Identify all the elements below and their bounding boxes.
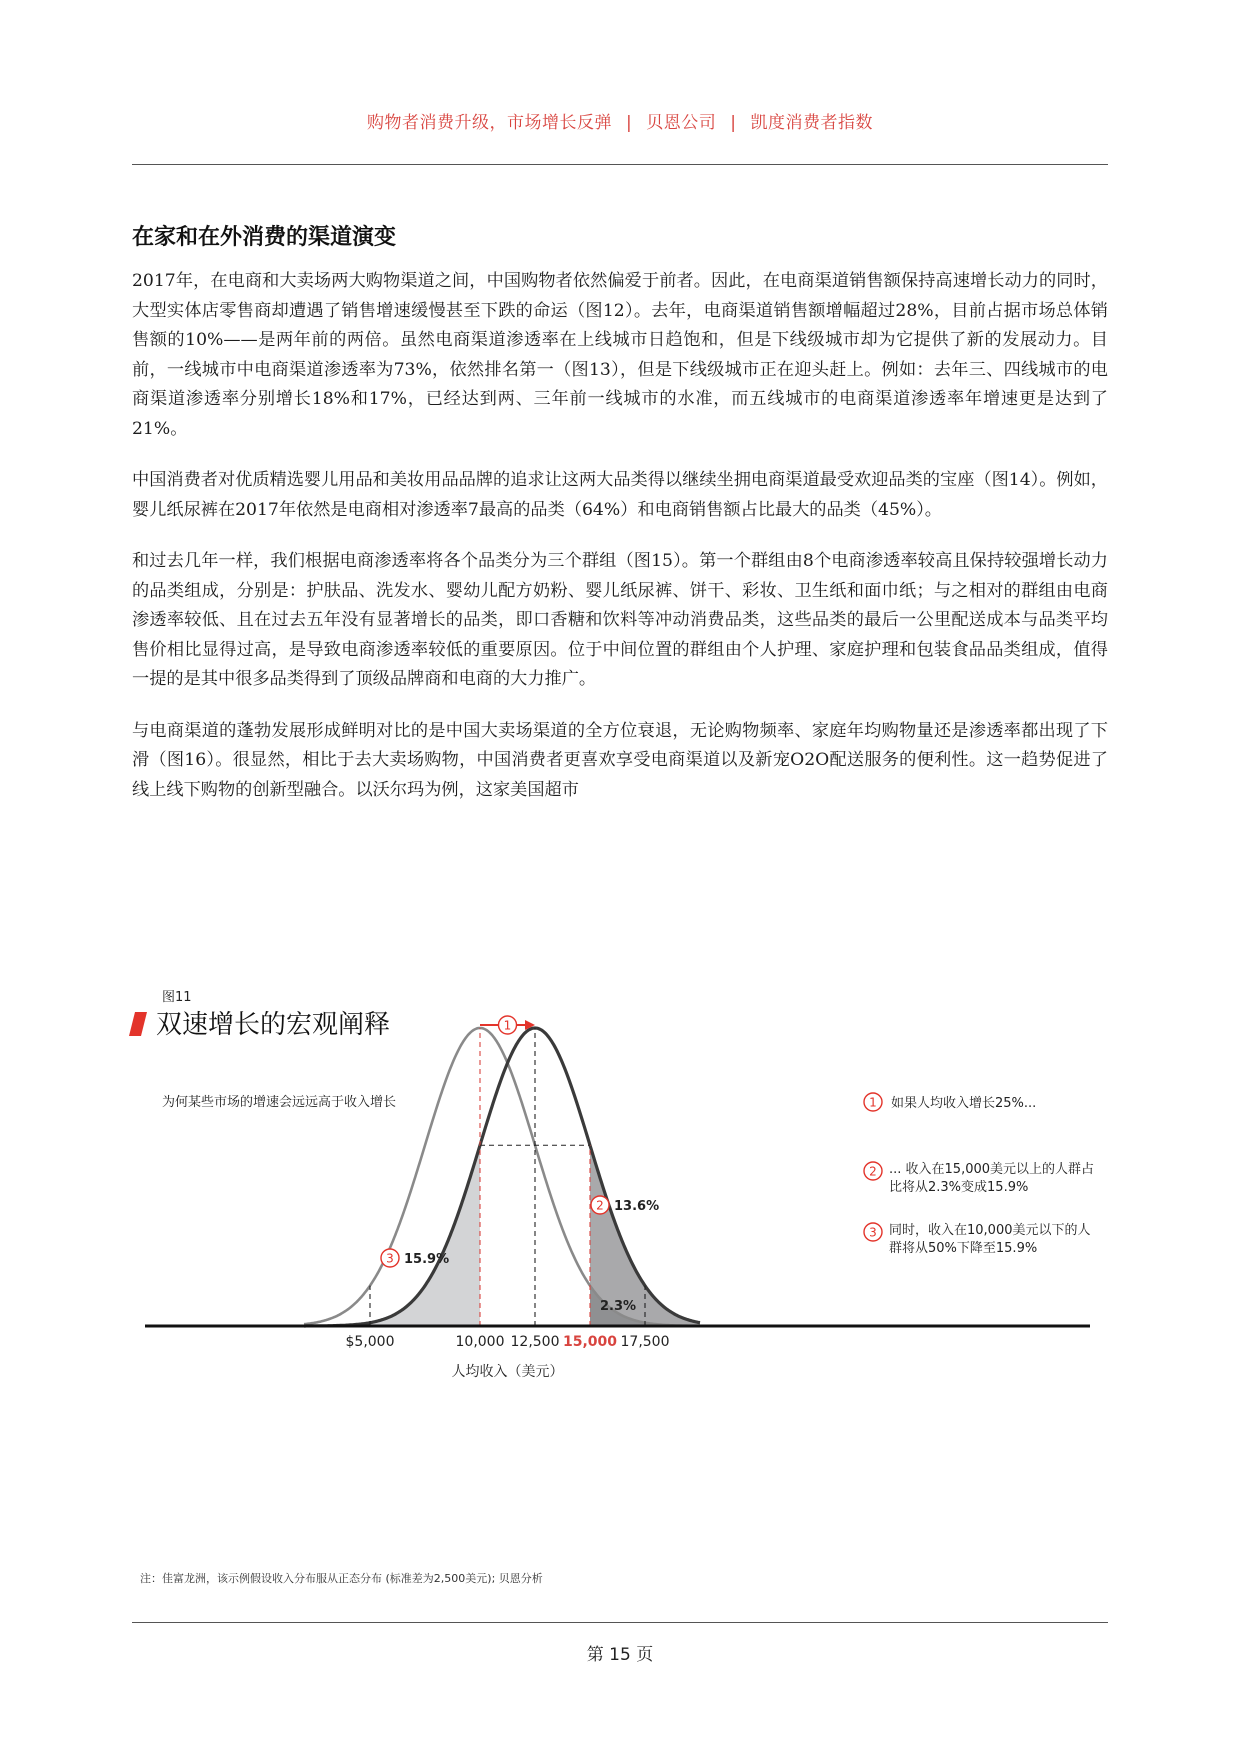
header-separator: | [626, 113, 633, 133]
chart-subtitle: 为何某些市场的增速会远远高于收入增长 [162, 1095, 397, 1110]
x-tick-label: 10,000 [455, 1334, 505, 1350]
paragraph: 与电商渠道的蓬勃发展形成鲜明对比的是中国大卖场渠道的全方位衰退，无论购物频率、家庭年均购物量还是渗透率都出现了下滑（图16）。很显然，相比于去大卖场购物，中国消费者更喜欢享受电商渠道以及新宠O2O配送服务的便利性。这一趋势促进了线上线下购物的创新型融合。以沃尔玛为例，这家美国超市 [132, 720, 1108, 800]
legend-text-1: 如果人均收入增长25%... [891, 1096, 1037, 1111]
figure-number: 图11 [162, 990, 192, 1005]
paragraph: 和过去几年一样，我们根据电商渗透率将各个品类分为三个群组（图15）。第一个群组由8个电商渗透率较高且保持较强增长动力的品类组成，分别是：护肤品、洗发水、婴幼儿配方奶粉、婴儿纸尿裤、饼干、彩妆、卫生纸和面巾纸；与之相对的群组由电商渗透率较低、且在过去五年没有显著增长的品类，即口香糖和饮料等冲动消费品类，这些品类的最后一公里配送成本与品类平均售价相比显得过高，是导致电商渗透率较低的重要原因。位于中间位置的群组由个人护理、家庭护理和包装食品品类组成，值得一提的是其中很多品类得到了顶级品牌商和电商的大力推广。 [132, 551, 1108, 689]
x-tick-label: $5,000 [345, 1334, 395, 1350]
page-number: 第 15 页 [586, 1645, 654, 1665]
legend-marker-3-number: 3 [869, 1225, 877, 1240]
x-tick-label: 12,500 [510, 1334, 560, 1350]
x-axis-label: 人均收入（美元） [451, 1364, 564, 1380]
x-tick-label: 17,500 [620, 1334, 670, 1350]
paragraph: 2017年，在电商和大卖场两大购物渠道之间，中国购物者依然偏爱于前者。因此，在电商渠道销售额保持高速增长动力的同时，大型实体店零售商却遭遇了销售增速缓慢甚至下跌的命运（图12）。去年，电商渠道销售额增幅超过28%，目前占据市场总体销售额的10%——是两年前的两倍。虽然电商渠道渗透率在上线城市日趋饱和，但是下线级城市却为它提供了新的发展动力。目前，一线城市中电商渠道渗透率为73%，依然排名第一（图13），但是下线级城市正在迎头赶上。例如：去年三、四线城市的电商渠道渗透率分别增长18%和17%，已经达到两、三年前一线城市的水准，而五线城市的电商渠道渗透率年增速更是达到了21%。 [132, 271, 1108, 439]
legend-text-3-box [889, 1222, 1103, 1266]
shift-marker-number: 1 [503, 1018, 512, 1033]
shaded-region [304, 1145, 480, 1326]
chart-legend [864, 1093, 1103, 1266]
distribution-curve [304, 1028, 700, 1326]
header-separator: | [730, 113, 737, 133]
legend-text-2-box [889, 1161, 1103, 1205]
region-value-label: 2.3% [600, 1299, 637, 1314]
section-title: 在家和在外消费的渠道演变 [132, 225, 397, 250]
paragraph: 中国消费者对优质精选婴儿用品和美妆用品品牌的追求让这两大品类得以继续坐拥电商渠道最受欢迎品类的宝座（图14）。例如，婴儿纸尿裤在2017年依然是电商相对渗透率7最高的品类（64%）和电商销售额占比最大的品类（45%）。 [132, 470, 1108, 520]
figure-note: 注：佳富龙洲，该示例假设收入分布服从正态分布 (标准差为2,500美元); 贝恩分析 [140, 1572, 543, 1585]
region-value-label: 15.9% [404, 1252, 450, 1267]
region-marker-number: 2 [596, 1198, 604, 1213]
header-company: 贝恩公司 [646, 113, 717, 133]
legend-marker-1-number: 1 [869, 1095, 877, 1110]
legend-marker-2-number: 2 [869, 1164, 877, 1179]
region-value-label: 13.6% [614, 1199, 660, 1214]
footer-divider [132, 1622, 1108, 1623]
header-report-title: 购物者消费升级，市场增长反弹 [367, 113, 613, 133]
figure-title-text: 双速增长的宏观阐释 [156, 1010, 391, 1040]
legend-text-3: 同时，收入在10,000美元以下的人群将从50%下降至15.9% [889, 1223, 1091, 1256]
header-partner: 凯度消费者指数 [750, 113, 873, 133]
region-marker-number: 3 [386, 1251, 394, 1266]
legend-text-2: ... 收入在15,000美元以上的人群占比将从2.3%变成15.9% [889, 1162, 1095, 1195]
x-tick-label: 15,000 [562, 1334, 618, 1350]
